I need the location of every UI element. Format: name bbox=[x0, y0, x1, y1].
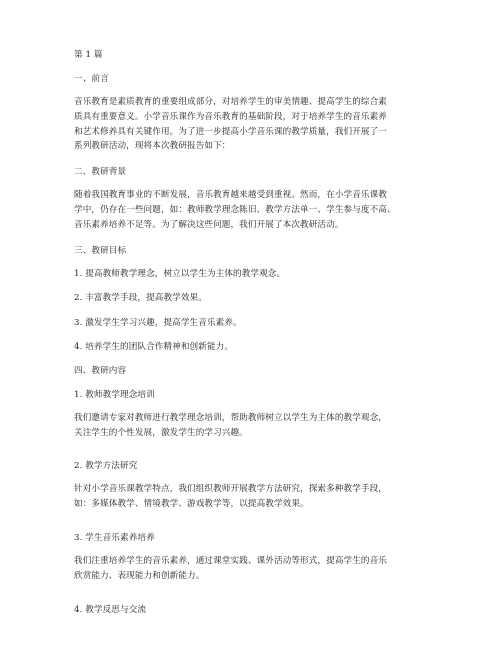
section-title-content: 四、教研内容 bbox=[74, 366, 127, 376]
section-title-goals: 三、教研目标 bbox=[74, 246, 127, 256]
section-title-background: 二、教研背景 bbox=[74, 167, 127, 177]
content-paragraph-2: 针对小学音乐课教学特点，我们组织教师开展教学方法研究，探索多种教学手段， 如：多媒体教学、情境教学、游戏教学等，以提高教学效果。 bbox=[74, 484, 387, 509]
content-subtitle-2: 2. 教学方法研究 bbox=[74, 461, 138, 471]
goal-item: 2. 丰富教学手段，提高教学效果。 bbox=[74, 293, 207, 303]
content-subtitle-3: 3. 学生音乐素养培养 bbox=[74, 533, 155, 543]
background-paragraph: 随着我国教育事业的不断发展，音乐教育越来越受到重视。然而，在小学音乐课教 学中，仍存在一些问题，如：教师教学理念陈旧、教学方法单一、学生参与度不高、 音乐素养培养不足等。为了解决这些问题，我们开展了本次教研活动。 bbox=[74, 190, 396, 230]
goal-item: 3. 激发学生学习兴趣，提高学生音乐素养。 bbox=[74, 318, 242, 328]
goal-item: 4. 培养学生的团队合作精神和创新能力。 bbox=[74, 342, 234, 352]
section-title-preface: 一、前言 bbox=[74, 74, 109, 84]
content-paragraph-1: 我们邀请专家对教师进行教学理念培训，帮助教师树立以学生为主体的教学观念， 关注学生的个性发展，激发学生的学习兴趣。 bbox=[74, 413, 387, 438]
preface-paragraph: 音乐教育是素质教育的重要组成部分，对培养学生的审美情趣、提高学生的综合素 质具有重要意义。小学音乐课作为音乐教育的基础阶段，对于培养学生的音乐素养 和艺术修养具有关键作用。为了进一步提高小学音乐课的教学质量，我们开展了一 系列教研活动，现将本次教研报告如下： bbox=[74, 97, 387, 152]
part-label: 第 1 篇 bbox=[74, 50, 103, 60]
content-subtitle-4: 4. 教学反思与交流 bbox=[74, 605, 147, 615]
goal-item: 1. 提高教师教学理念，树立以学生为主体的教学观念。 bbox=[74, 269, 286, 279]
content-subtitle-1: 1. 教师教学理念培训 bbox=[74, 390, 155, 400]
content-paragraph-3: 我们注重培养学生的音乐素养，通过课堂实践、课外活动等形式，提高学生的音乐 欣赏能力、表现能力和创新能力。 bbox=[74, 556, 387, 581]
